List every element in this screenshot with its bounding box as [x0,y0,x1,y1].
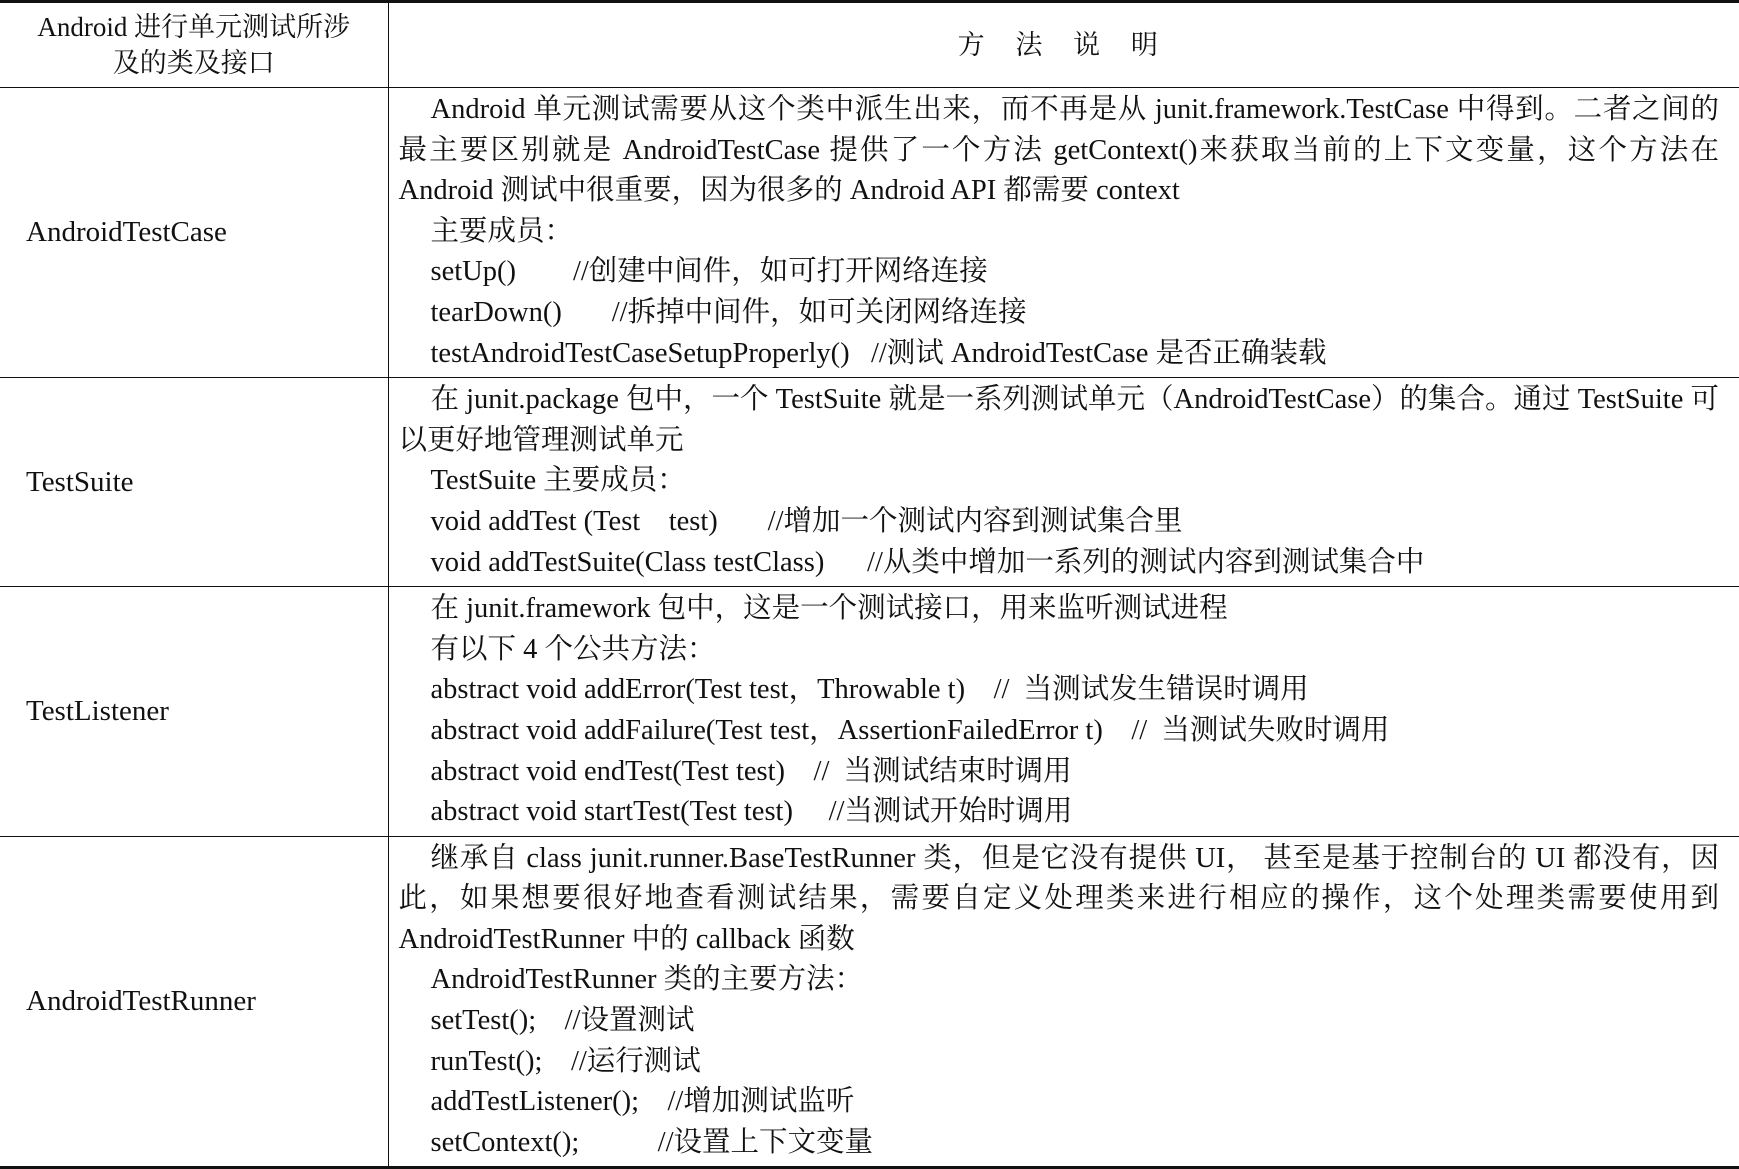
member-line: abstract void addFailure(Test test，AssertionFailedError t) // 当测试失败时调用 [430,714,1390,746]
member-line: testAndroidTestCaseSetupProperly() //测试 AndroidTestCase 是否正确装载 [430,337,1327,369]
header-class-interface-text: Android 进行单元测试所涉及的类及接口 [37,12,351,78]
member-line: abstract void endTest(Test test) // 当测试结束时调用 [430,755,1072,787]
description-paragraph: 继承自 class junit.runner.BaseTestRunner 类，但是它没有提供 UI， 甚至是基于控制台的 UI 都没有，因此，如果想要很好地查看测试结果，需要自定义处理类来进行相应的操作，这个处理类需要使用到 AndroidTestRunner 中的 callback 函数 [398,842,1719,955]
header-row [0,2,1739,88]
class-name: AndroidTestCase [0,88,388,378]
members-label: AndroidTestRunner 类的主要方法： [430,964,864,996]
class-name: AndroidTestRunner [0,836,388,1168]
member-line: addTestListener(); //增加测试监听 [430,1086,855,1118]
header-method-description: 方 法 说 明 [388,2,1739,88]
header-class-interface [0,2,388,88]
class-name: TestListener [0,587,388,837]
member-line: void addTestSuite(Class testClass) //从类中增加一系列的测试内容到测试集合中 [430,546,1425,578]
description-paragraph: 在 junit.package 包中，一个 TestSuite 就是一系列测试单元（AndroidTestCase）的集合。通过 TestSuite 可以更好地管理测试单元 [398,384,1719,456]
table-row [0,587,1739,837]
method-description [388,587,1739,837]
members-label: TestSuite 主要成员： [430,465,686,497]
table-row [0,378,1739,587]
member-line: setUp() //创建中间件，如可打开网络连接 [430,256,988,288]
description-paragraph: 在 junit.framework 包中，这是一个测试接口，用来监听测试进程 [430,593,1228,625]
table-row [0,88,1739,378]
class-name: TestSuite [0,378,388,587]
member-line: abstract void startTest(Test test) //当测试开始时调用 [430,796,1073,828]
member-line: setContext(); //设置上下文变量 [430,1126,874,1158]
members-label: 有以下 4 个公共方法： [430,633,716,665]
member-line: void addTest (Test test) //增加一个测试内容到测试集合里 [430,505,1183,537]
member-line: setTest(); //设置测试 [430,1005,695,1037]
method-description [388,378,1739,587]
method-description [388,88,1739,378]
members-label: 主要成员： [430,215,574,247]
table-row [0,836,1739,1168]
description-paragraph: Android 单元测试需要从这个类中派生出来，而不再是从 junit.framework.TestCase 中得到。二者之间的最主要区别就是 AndroidTestCase 提供了一个方法 getContext()来获取当前的上下文变量，这个方法在 Android 测试中很重要，因为很多的 Android API 都需要 context [398,94,1719,207]
member-line: runTest(); //运行测试 [430,1045,701,1077]
method-description [388,836,1739,1168]
member-line: abstract void addError(Test test，Throwable t) // 当测试发生错误时调用 [430,674,1309,706]
member-line: tearDown() //拆掉中间件，如可关闭网络连接 [430,296,1027,328]
